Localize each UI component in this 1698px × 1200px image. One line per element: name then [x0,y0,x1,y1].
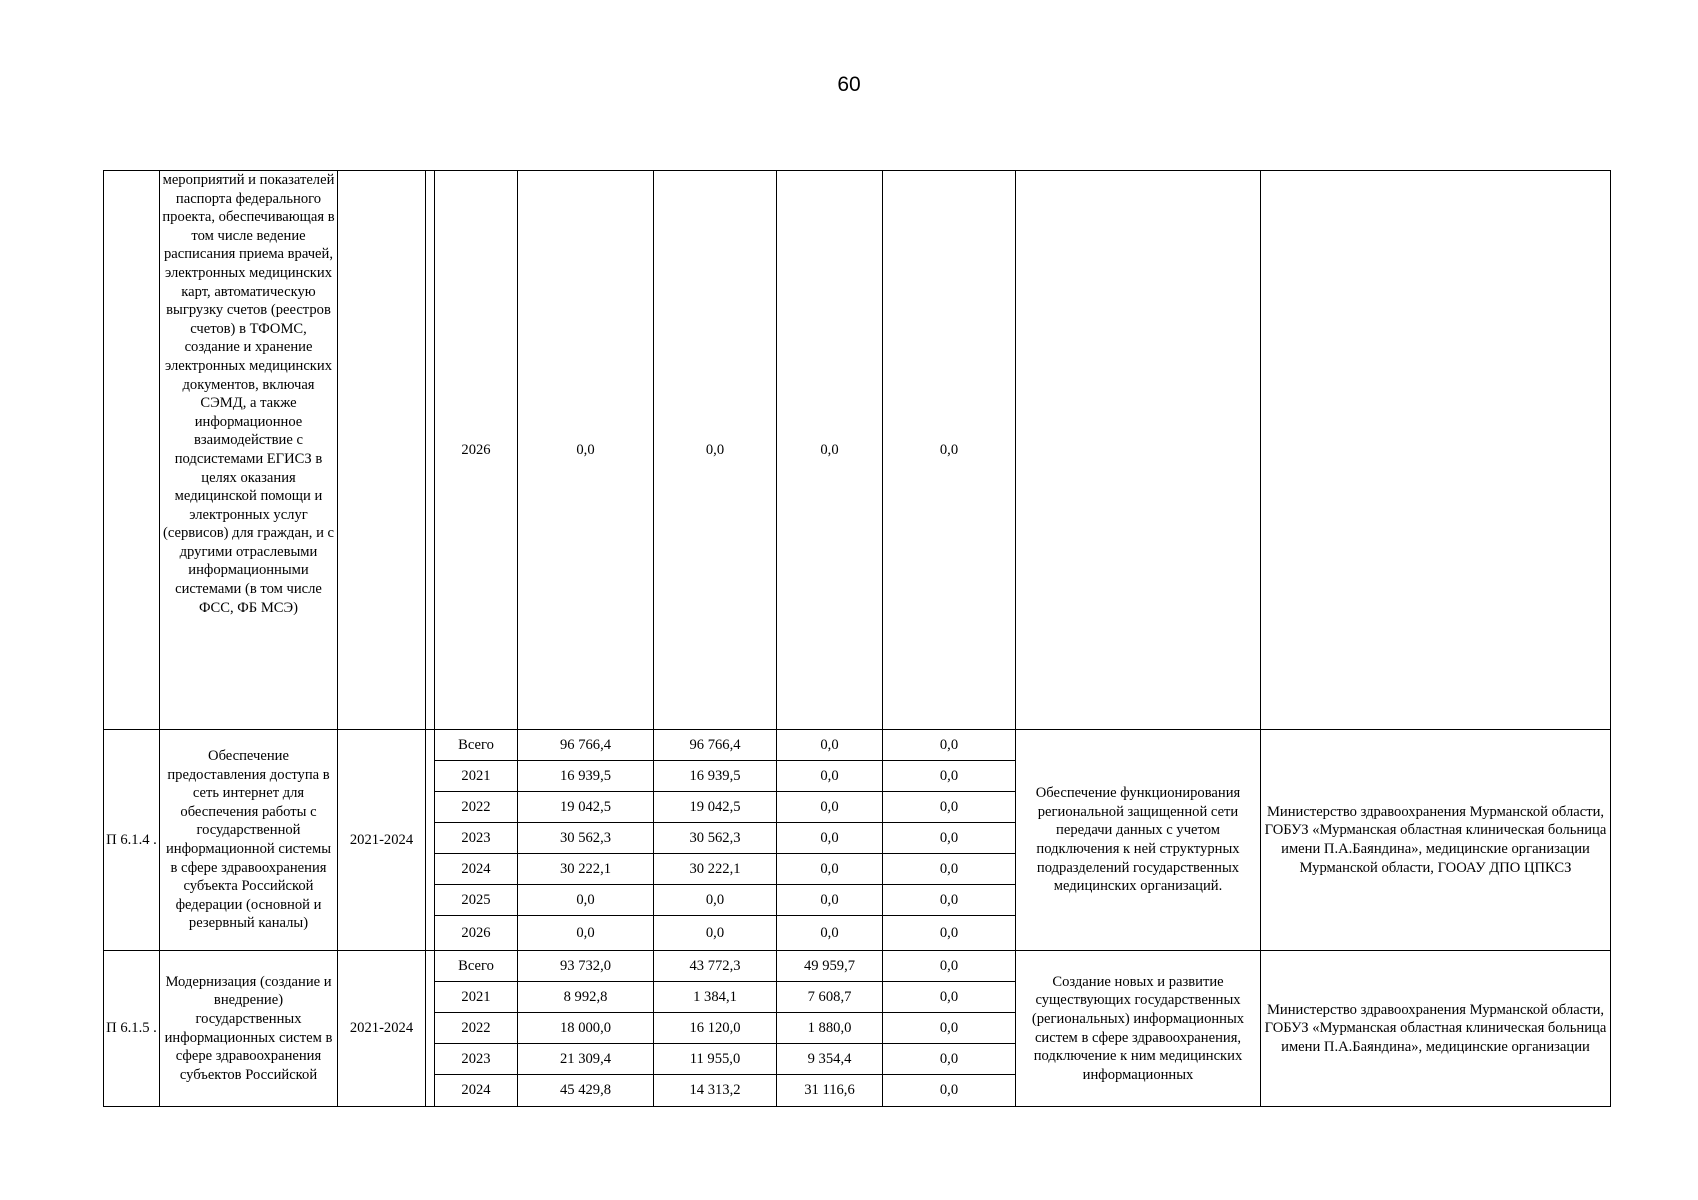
value-source-3: 0,0 [883,1044,1016,1075]
value-source-2: 0,0 [777,885,883,916]
value-source-2: 49 959,7 [777,951,883,982]
activity-description: Модернизация (создание и внедрение) государственных информационных систем в сфере здравоохранения субъектов Российской [160,951,338,1107]
result-cell [1016,171,1261,730]
value-total: 8 992,8 [518,982,654,1013]
year-cell: 2021 [435,982,518,1013]
value-total: 93 732,0 [518,951,654,982]
year-cell: 2021 [435,761,518,792]
year-cell: 2026 [435,171,518,730]
value-source-2: 0,0 [777,916,883,951]
value-source-2: 0,0 [777,823,883,854]
value-source-1: 30 222,1 [654,854,777,885]
activity-period: 2021-2024 [338,951,426,1107]
year-cell: 2026 [435,916,518,951]
value-source-3: 0,0 [883,171,1016,730]
expected-result: Обеспечение функционирования региональной защищенной сети передачи данных с учетом подключения к ней структурных подразделений государственных медицинских организаций. [1016,730,1261,951]
value-source-2: 0,0 [777,761,883,792]
value-source-1: 0,0 [654,885,777,916]
value-source-3: 0,0 [883,916,1016,951]
responsible-executors: Министерство здравоохранения Мурманской области, ГОБУЗ «Мурманская областная клиническая больница имени П.А.Баяндина», медицинские организации [1261,951,1611,1107]
value-total: 45 429,8 [518,1075,654,1107]
table-row [104,951,1611,982]
value-source-3: 0,0 [883,761,1016,792]
value-total: 0,0 [518,916,654,951]
value-total: 19 042,5 [518,792,654,823]
value-source-1: 43 772,3 [654,951,777,982]
value-source-3: 0,0 [883,951,1016,982]
value-total: 0,0 [518,885,654,916]
table-row [104,730,1611,761]
value-source-3: 0,0 [883,1075,1016,1107]
value-source-1: 16 939,5 [654,761,777,792]
value-source-1: 11 955,0 [654,1044,777,1075]
value-source-2: 0,0 [777,171,883,730]
value-source-2: 31 116,6 [777,1075,883,1107]
value-source-3: 0,0 [883,823,1016,854]
value-source-1: 19 042,5 [654,792,777,823]
value-source-3: 0,0 [883,885,1016,916]
activity-period: 2021-2024 [338,730,426,951]
value-source-2: 0,0 [777,792,883,823]
value-source-1: 16 120,0 [654,1013,777,1044]
value-source-1: 1 384,1 [654,982,777,1013]
year-cell: Всего [435,730,518,761]
value-total: 30 222,1 [518,854,654,885]
responsible-executors: Министерство здравоохранения Мурманской области, ГОБУЗ «Мурманская областная клиническая больница имени П.А.Баяндина», медицинские организации Мурманской области, ГООАУ ДПО ЦПКСЗ [1261,730,1611,951]
activity-code: П 6.1.5 . [104,951,160,1107]
value-total: 16 939,5 [518,761,654,792]
value-source-2: 0,0 [777,730,883,761]
expected-result: Создание новых и развитие существующих государственных (региональных) информационных систем в сфере здравоохранения, подключение к ним медицинских информационных [1016,951,1261,1107]
value-source-2: 0,0 [777,854,883,885]
value-source-1: 30 562,3 [654,823,777,854]
spacer-cell [426,730,435,951]
value-source-2: 7 608,7 [777,982,883,1013]
value-source-2: 1 880,0 [777,1013,883,1044]
value-source-1: 96 766,4 [654,730,777,761]
spacer-cell [426,951,435,1107]
value-source-3: 0,0 [883,730,1016,761]
activity-code: П 6.1.4 . [104,730,160,951]
spacer-cell [426,171,435,730]
value-source-3: 0,0 [883,792,1016,823]
year-cell: 2022 [435,792,518,823]
year-cell: Всего [435,951,518,982]
value-source-1: 0,0 [654,171,777,730]
code-cell [104,171,160,730]
value-source-1: 14 313,2 [654,1075,777,1107]
value-total: 21 309,4 [518,1044,654,1075]
year-cell: 2025 [435,885,518,916]
year-cell: 2022 [435,1013,518,1044]
value-total: 30 562,3 [518,823,654,854]
page-number: 60 [837,73,861,96]
continuation-row [104,171,1611,730]
program-table [103,170,1611,1107]
value-total: 18 000,0 [518,1013,654,1044]
value-source-3: 0,0 [883,982,1016,1013]
year-cell: 2023 [435,1044,518,1075]
value-source-1: 0,0 [654,916,777,951]
value-total: 96 766,4 [518,730,654,761]
activity-description: мероприятий и показателей паспорта федерального проекта, обеспечивающая в том числе ведение расписания приема врачей, электронных медицинских карт, автоматическую выгрузку счетов (реестров счетов) в ТФОМС, создание и хранение электронных медицинских документов, включая СЭМД, а также информационное взаимодействие с подсистемами ЕГИСЗ в целях оказания медицинской помощи и электронных услуг (сервисов) для граждан, и с другими отраслевыми информационными системами (в том числе ФСС, ФБ МСЭ) [160,171,338,730]
value-source-2: 9 354,4 [777,1044,883,1075]
year-cell: 2024 [435,854,518,885]
value-total: 0,0 [518,171,654,730]
year-cell: 2024 [435,1075,518,1107]
value-source-3: 0,0 [883,854,1016,885]
activity-description: Обеспечение предоставления доступа в сеть интернет для обеспечения работы с государственной информационной системы в сфере здравоохранения субъекта Российской федерации (основной и резервный каналы) [160,730,338,951]
year-cell: 2023 [435,823,518,854]
value-source-3: 0,0 [883,1013,1016,1044]
period-cell [338,171,426,730]
responsible-cell [1261,171,1611,730]
